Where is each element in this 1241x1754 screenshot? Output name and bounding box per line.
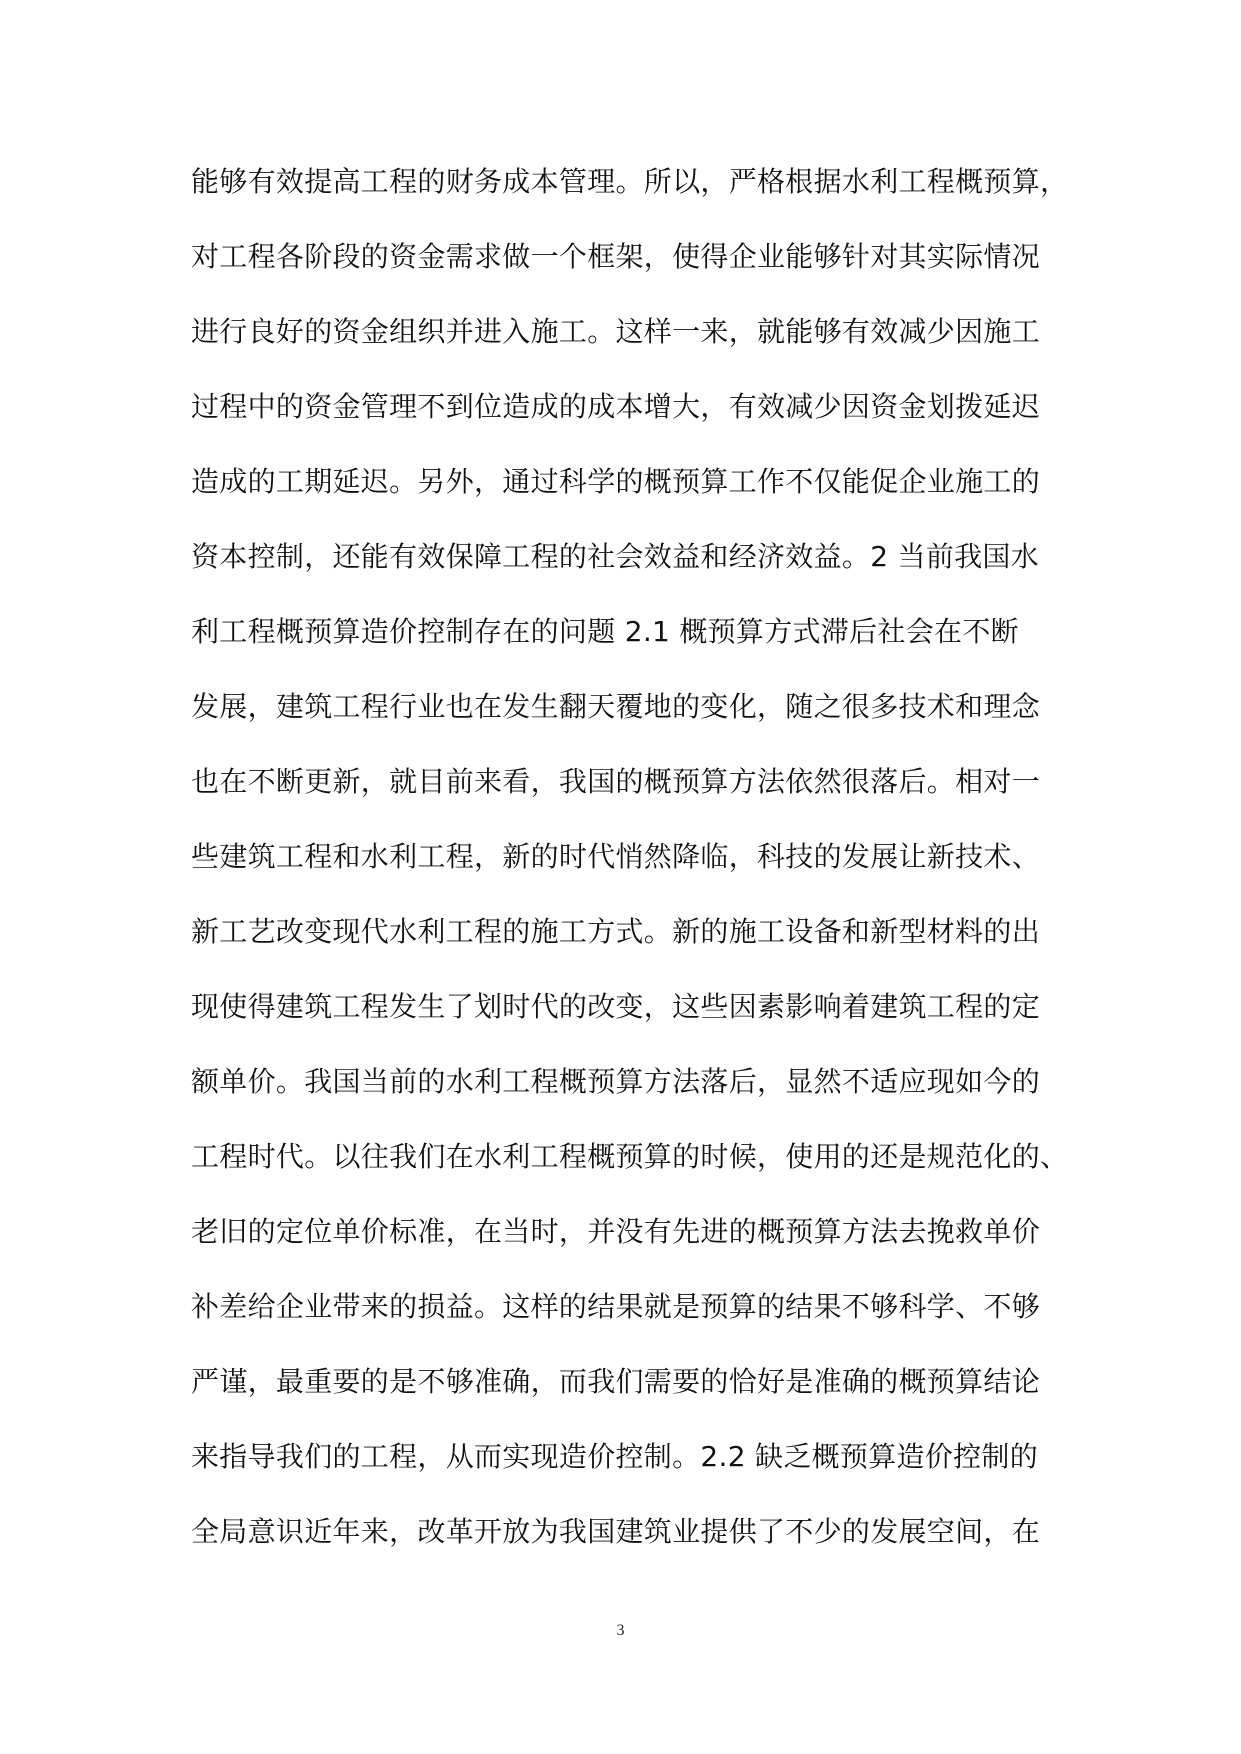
text-line: 造成的工期延迟。另外，通过科学的概预算工作不仅能促企业施工的 — [191, 465, 1041, 498]
text-line: 也在不断更新，就目前来看，我国的概预算方法依然很落后。相对一 — [191, 765, 1041, 798]
text-line: 来指导我们的工程，从而实现造价控制。2.2 缺乏概预算造价控制的 — [191, 1440, 1039, 1473]
text-line: 严谨，最重要的是不够准确，而我们需要的恰好是准确的概预算结论 — [191, 1365, 1041, 1398]
text-line: 对工程各阶段的资金需求做一个框架，使得企业能够针对其实际情况 — [191, 240, 1041, 273]
text-line: 发展，建筑工程行业也在发生翻天覆地的变化，随之很多技术和理念 — [191, 690, 1041, 723]
text-line: 现使得建筑工程发生了划时代的改变，这些因素影响着建筑工程的定 — [191, 990, 1041, 1023]
text-line: 老旧的定位单价标准，在当时，并没有先进的概预算方法去挽救单价 — [191, 1215, 1041, 1248]
text-line: 能够有效提高工程的财务成本管理。所以，严格根据水利工程概预算， — [191, 165, 1069, 198]
text-line: 进行良好的资金组织并进入施工。这样一来，就能够有效减少因施工 — [191, 315, 1041, 348]
body-text — [191, 144, 1071, 1569]
text-line: 工程时代。以往我们在水利工程概预算的时候，使用的还是规范化的、 — [191, 1140, 1069, 1173]
text-line: 补差给企业带来的损益。这样的结果就是预算的结果不够科学、不够 — [191, 1290, 1041, 1323]
text-line: 额单价。我国当前的水利工程概预算方法落后，显然不适应现如今的 — [191, 1065, 1041, 1098]
text-line: 过程中的资金管理不到位造成的成本增大，有效减少因资金划拨延迟 — [191, 390, 1041, 423]
page-number: 3 — [616, 1622, 625, 1639]
text-line: 些建筑工程和水利工程，新的时代悄然降临，科技的发展让新技术、 — [191, 840, 1041, 873]
text-line: 利工程概预算造价控制存在的问题 2.1 概预算方式滞后社会在不断 — [191, 615, 1019, 648]
text-line: 资本控制，还能有效保障工程的社会效益和经济效益。2 当前我国水 — [191, 540, 1040, 573]
text-line: 全局意识近年来，改革开放为我国建筑业提供了不少的发展空间，在 — [191, 1515, 1041, 1548]
text-line: 新工艺改变现代水利工程的施工方式。新的施工设备和新型材料的出 — [191, 915, 1041, 948]
